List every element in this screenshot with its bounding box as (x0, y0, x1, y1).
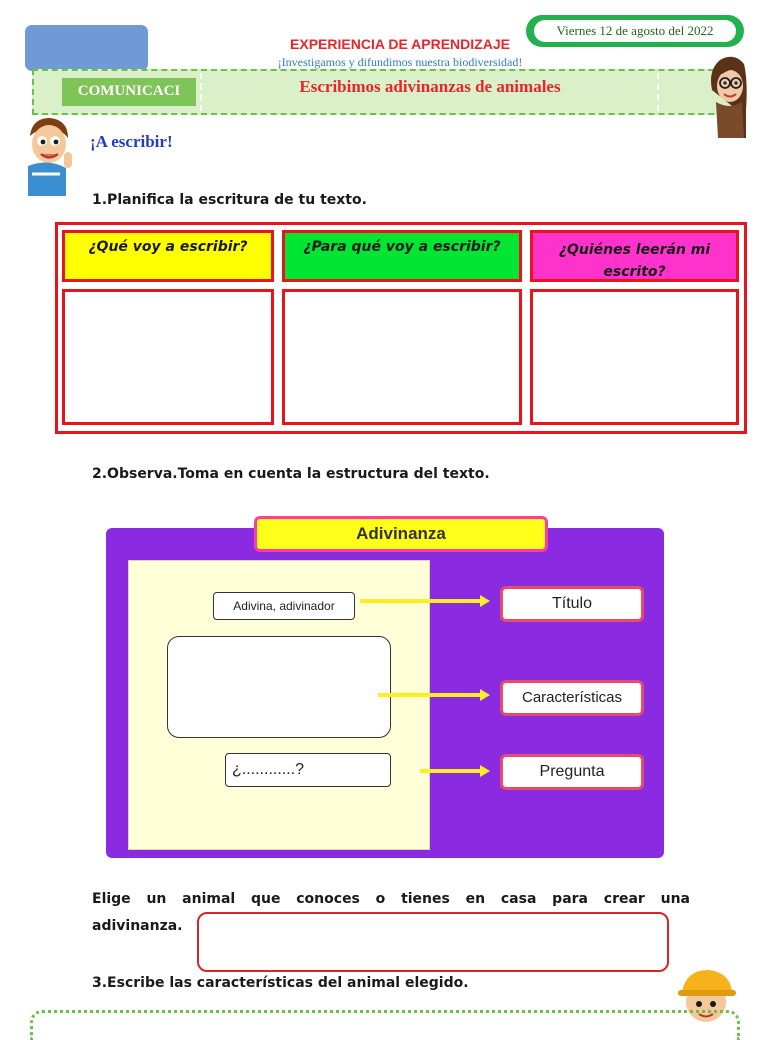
header-blue-block (25, 25, 148, 71)
table-cell-what[interactable] (62, 289, 274, 425)
label-title: Título (500, 586, 644, 622)
banner-divider (657, 73, 659, 111)
arrow-right-icon (480, 689, 490, 701)
arrow-right-icon (480, 765, 490, 777)
arrow-right-icon (480, 595, 490, 607)
example-characteristics-box (167, 636, 391, 738)
label-question: Pregunta (500, 754, 644, 790)
arrow-line (420, 769, 480, 773)
date-text: Viernes 12 de agosto del 2022 (534, 20, 736, 42)
label-characteristics: Características (500, 680, 644, 716)
diagram-title: Adivinanza (254, 516, 548, 552)
lesson-title: Escribimos adivinanzas de animales (299, 77, 561, 96)
arrow-line (378, 693, 480, 697)
table-header-what: ¿Qué voy a escribir? (62, 230, 274, 282)
section1-heading: 1.Planifica la escritura de tu texto. (92, 192, 367, 208)
area-label: COMUNICACI (62, 78, 196, 106)
page-title: EXPERIENCIA DE APRENDIZAJE (290, 36, 510, 52)
write-title: ¡A escribir! (90, 132, 173, 151)
table-header-why: ¿Para qué voy a escribir? (282, 230, 522, 282)
section3-heading: 3.Escribe las características del animal elegido. (92, 975, 469, 991)
example-question-box: ¿............? (225, 753, 391, 787)
section2-heading: 2.Observa.Toma en cuenta la estructura del texto. (92, 466, 490, 482)
teacher-avatar-icon (706, 50, 748, 140)
banner-divider (200, 73, 202, 111)
page-subtitle: ¡Investigamos y difundimos nuestra biodiversidad! (277, 55, 523, 69)
arrow-line (360, 599, 480, 603)
bottom-dotted-frame (30, 1010, 740, 1040)
example-title-box: Adivina, adivinador (213, 592, 355, 620)
choose-animal-text-end: adivinanza. (92, 918, 183, 934)
choose-animal-text: Elige un animal que conoces o tienes en casa para crear una (92, 891, 690, 907)
table-cell-who[interactable] (530, 289, 739, 425)
table-cell-why[interactable] (282, 289, 522, 425)
boy-character-icon (20, 114, 76, 196)
animal-answer-box[interactable] (197, 912, 669, 972)
table-header-who: ¿Quiénes leerán mi escrito? (530, 230, 739, 282)
